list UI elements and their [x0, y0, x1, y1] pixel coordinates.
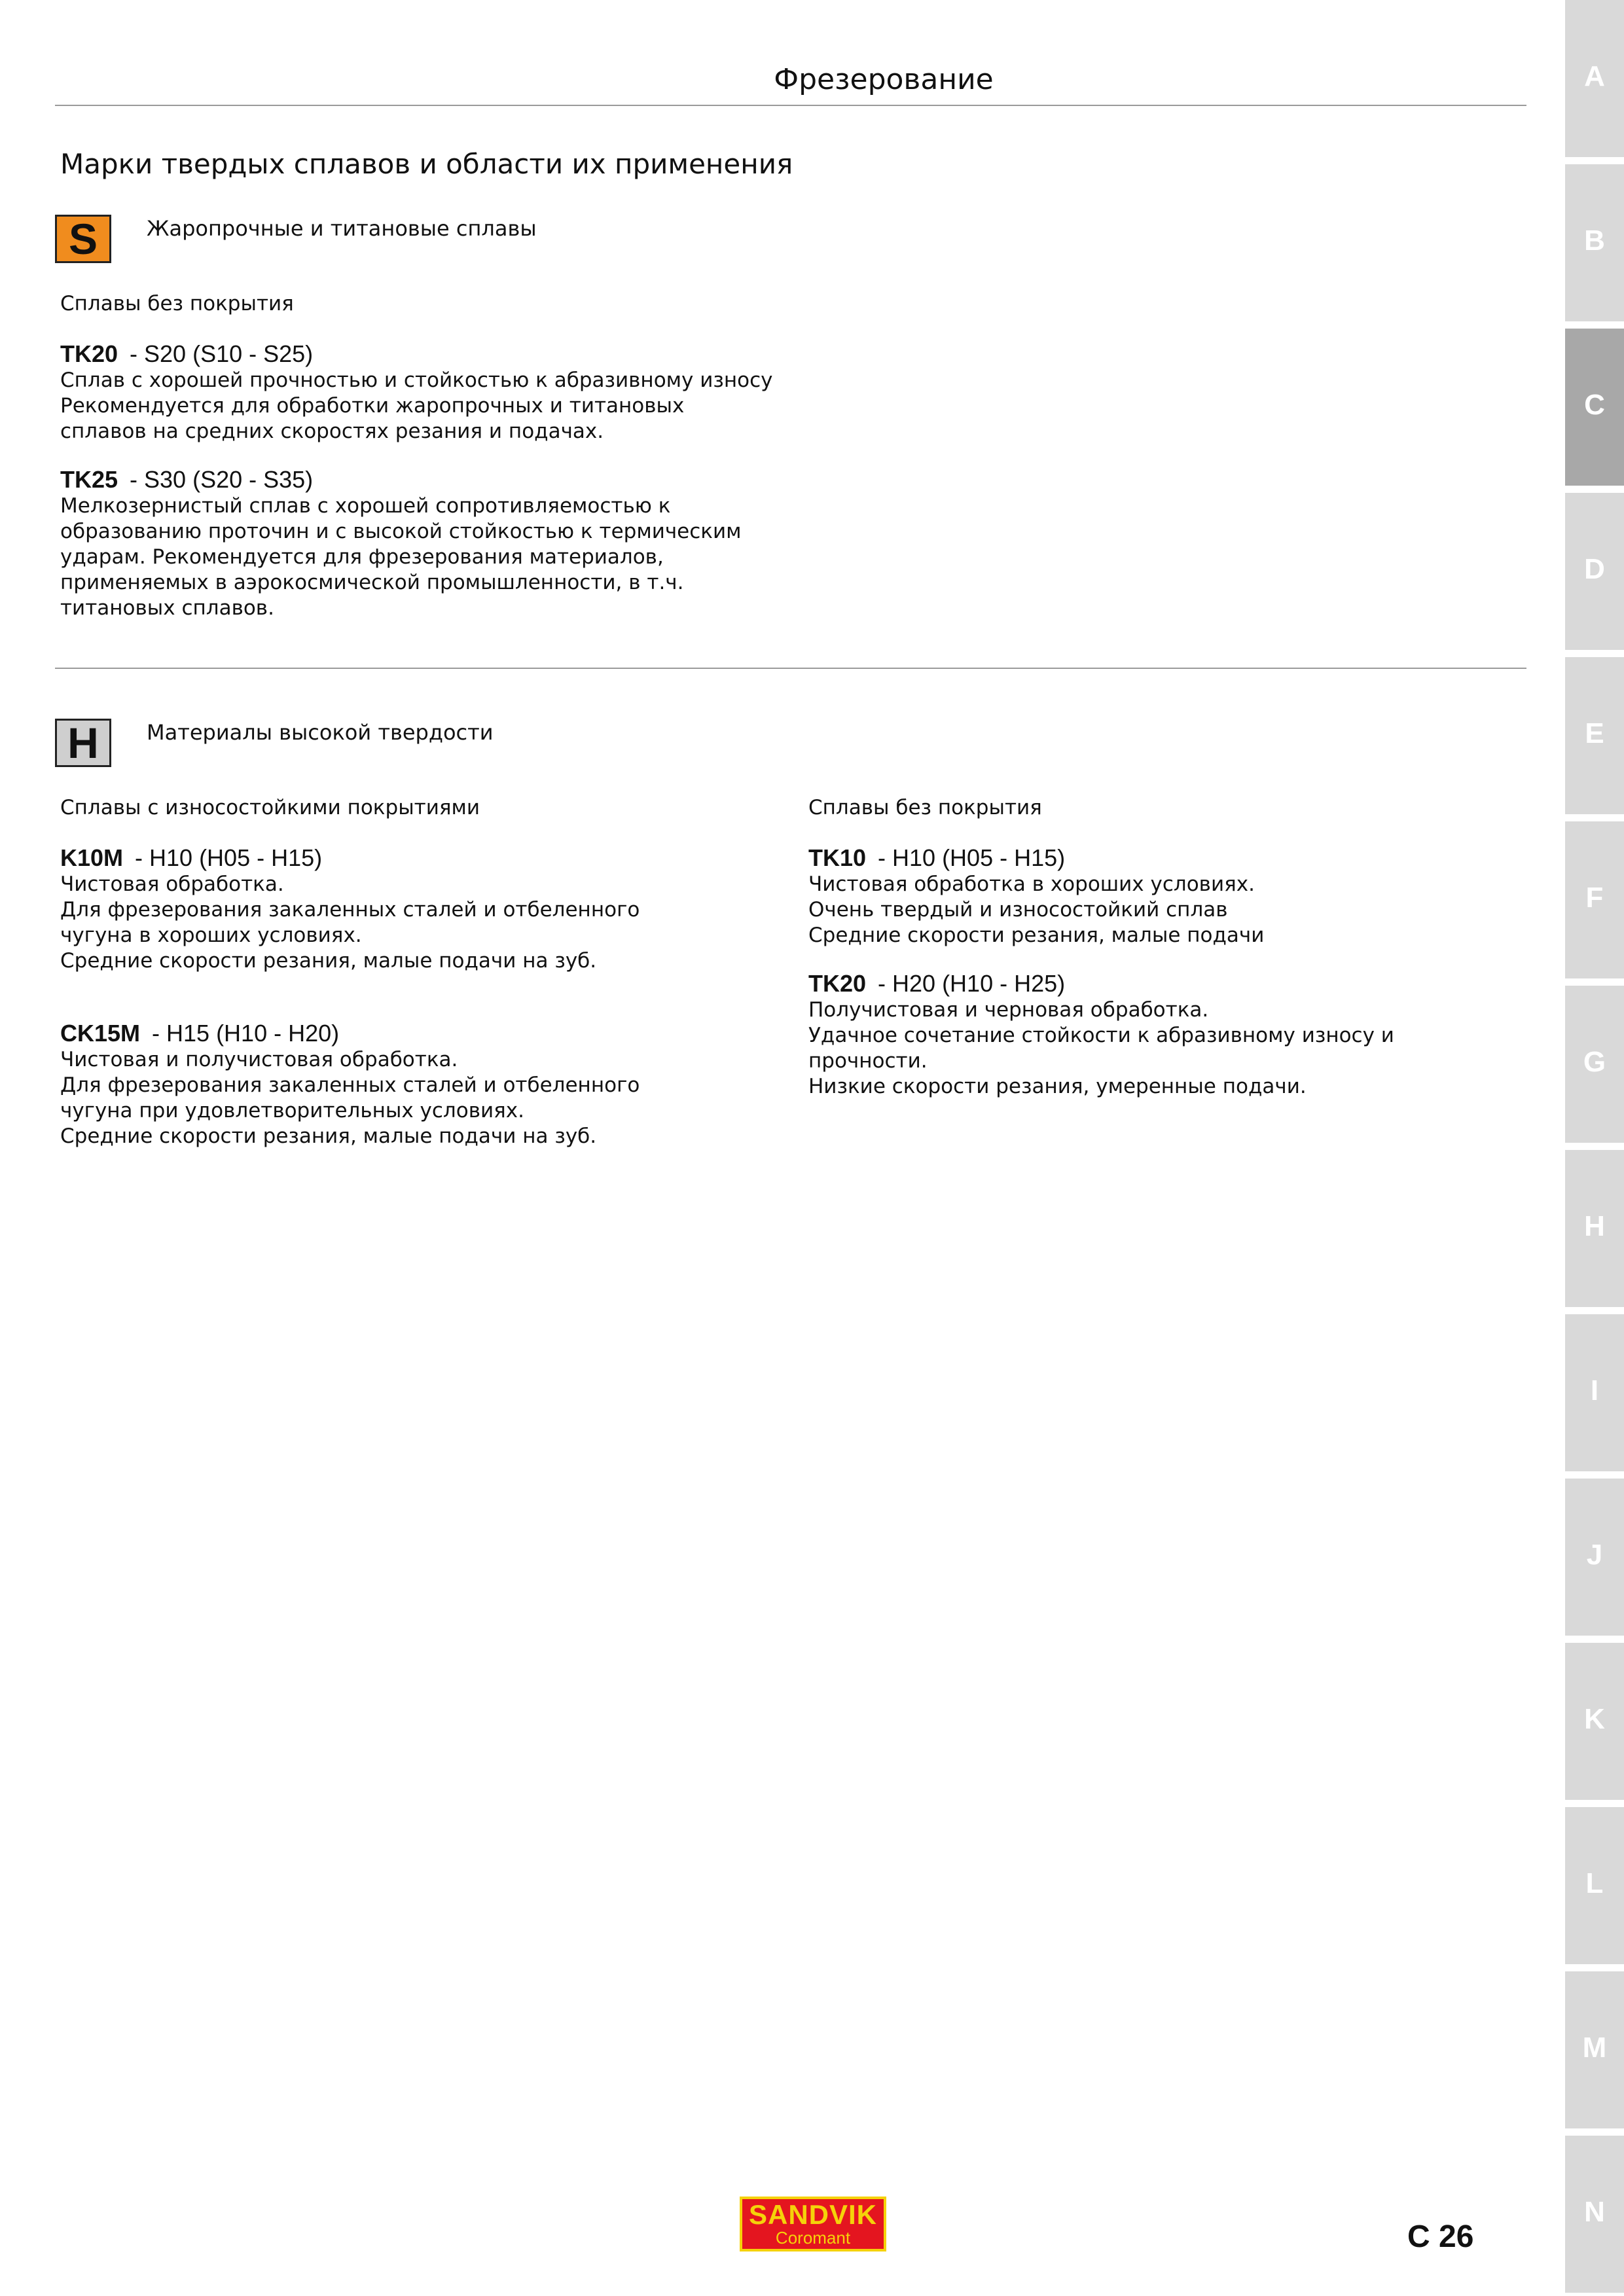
grade-line: Низкие скорости резания, умеренные подачи.: [808, 1075, 1307, 1098]
grade-line: Мелкозернистый сплав с хорошей сопротивляемостью к: [60, 494, 671, 518]
grade-line: Получистовая и черновая обработка.: [808, 998, 1209, 1022]
side-tab-h[interactable]: H: [1565, 1150, 1624, 1307]
grade-line: Для фрезерования закаленных сталей и отбеленного: [60, 1073, 640, 1097]
side-tab-c[interactable]: C: [1565, 329, 1624, 486]
grade-block: [60, 466, 767, 621]
grade-code: TK10: [808, 844, 867, 871]
grade-line: чугуна при удовлетворительных условиях.: [60, 1099, 524, 1122]
grade-line: титановых сплавов.: [60, 596, 274, 620]
section-s-label: Жаропрочные и титановые сплавы: [147, 216, 537, 241]
grade-code: CK15M: [60, 1020, 141, 1047]
grade-range: - H10 (H05 - H15): [135, 844, 323, 871]
page-number: C 26: [1407, 2219, 1474, 2254]
side-tab-i[interactable]: I: [1565, 1314, 1624, 1471]
side-tab-m[interactable]: M: [1565, 1971, 1624, 2128]
grade-line: Удачное сочетание стойкости к абразивному износу и: [808, 1024, 1394, 1047]
page-title: Марки твердых сплавов и области их применения: [60, 148, 793, 180]
grade-line: Чистовая и получистовая обработка.: [60, 1048, 458, 1071]
grade-line: Чистовая обработка.: [60, 872, 284, 896]
logo-main-text: SANDVIK: [748, 2199, 878, 2230]
grade-line: Очень твердый и износостойкий сплав: [808, 898, 1228, 922]
grade-range: - H15 (H10 - H20): [152, 1020, 340, 1047]
section-s-group-title: Сплавы без покрытия: [60, 292, 294, 315]
sandvik-coromant-logo: [740, 2197, 886, 2251]
grade-line: Средние скорости резания, малые подачи на зуб.: [60, 949, 597, 973]
grade-line: Сплав с хорошей прочностью и стойкостью к абразивному износу: [60, 368, 773, 392]
grade-range: - S20 (S10 - S25): [130, 340, 314, 367]
grade-block: [808, 844, 1515, 948]
section-h-label: Материалы высокой твердости: [147, 720, 494, 745]
grade-range: - H20 (H10 - H25): [878, 970, 1066, 997]
grade-line: Для фрезерования закаленных сталей и отбеленного: [60, 898, 640, 922]
side-tab-k[interactable]: K: [1565, 1643, 1624, 1800]
grade-line: Рекомендуется для обработки жаропрочных и титановых: [60, 394, 685, 418]
grade-code: TK20: [808, 970, 867, 997]
grade-block: [60, 844, 767, 974]
grade-block: [60, 340, 773, 444]
grade-line: прочности.: [808, 1049, 928, 1073]
side-tab-d[interactable]: D: [1565, 493, 1624, 650]
side-tab-l[interactable]: L: [1565, 1807, 1624, 1964]
logo-sub-text: Coromant: [775, 2228, 851, 2248]
grade-line: сплавов на средних скоростях резания и подачах.: [60, 420, 604, 443]
grade-range: - S30 (S20 - S35): [130, 466, 314, 493]
side-tab-j[interactable]: J: [1565, 1479, 1624, 1636]
grade-line: чугуна в хороших условиях.: [60, 924, 362, 947]
side-tab-n[interactable]: N: [1565, 2136, 1624, 2293]
grade-line: Средние скорости резания, малые подачи: [808, 924, 1265, 947]
grade-line: ударам. Рекомендуется для фрезерования материалов,: [60, 545, 664, 569]
header-rule: [55, 105, 1526, 106]
side-tab-a[interactable]: A: [1565, 0, 1624, 157]
section-h-badge: H: [55, 719, 111, 767]
side-tab-b[interactable]: B: [1565, 164, 1624, 321]
grade-code: TK20: [60, 340, 118, 367]
grade-line: применяемых в аэрокосмической промышленности, в т.ч.: [60, 571, 684, 594]
section-h-left-group-title: Сплавы с износостойкими покрытиями: [60, 796, 480, 819]
grade-block: [808, 970, 1515, 1100]
grade-line: Чистовая обработка в хороших условиях.: [808, 872, 1255, 896]
grade-line: образованию проточин и с высокой стойкостью к термическим: [60, 520, 742, 543]
side-tab-e[interactable]: E: [1565, 657, 1624, 814]
section-h-right-group-title: Сплавы без покрытия: [808, 796, 1042, 819]
header-title: Фрезерование: [774, 63, 994, 96]
side-tab-g[interactable]: G: [1565, 986, 1624, 1143]
grade-code: K10M: [60, 844, 124, 871]
side-tab-f[interactable]: F: [1565, 821, 1624, 978]
section-divider: [55, 668, 1526, 669]
section-s-badge: S: [55, 215, 111, 263]
grade-range: - H10 (H05 - H15): [878, 844, 1066, 871]
grade-line: Средние скорости резания, малые подачи на зуб.: [60, 1124, 597, 1148]
grade-block: [60, 1020, 767, 1149]
grade-code: TK25: [60, 466, 118, 493]
side-tab-index: [1565, 0, 1624, 2296]
